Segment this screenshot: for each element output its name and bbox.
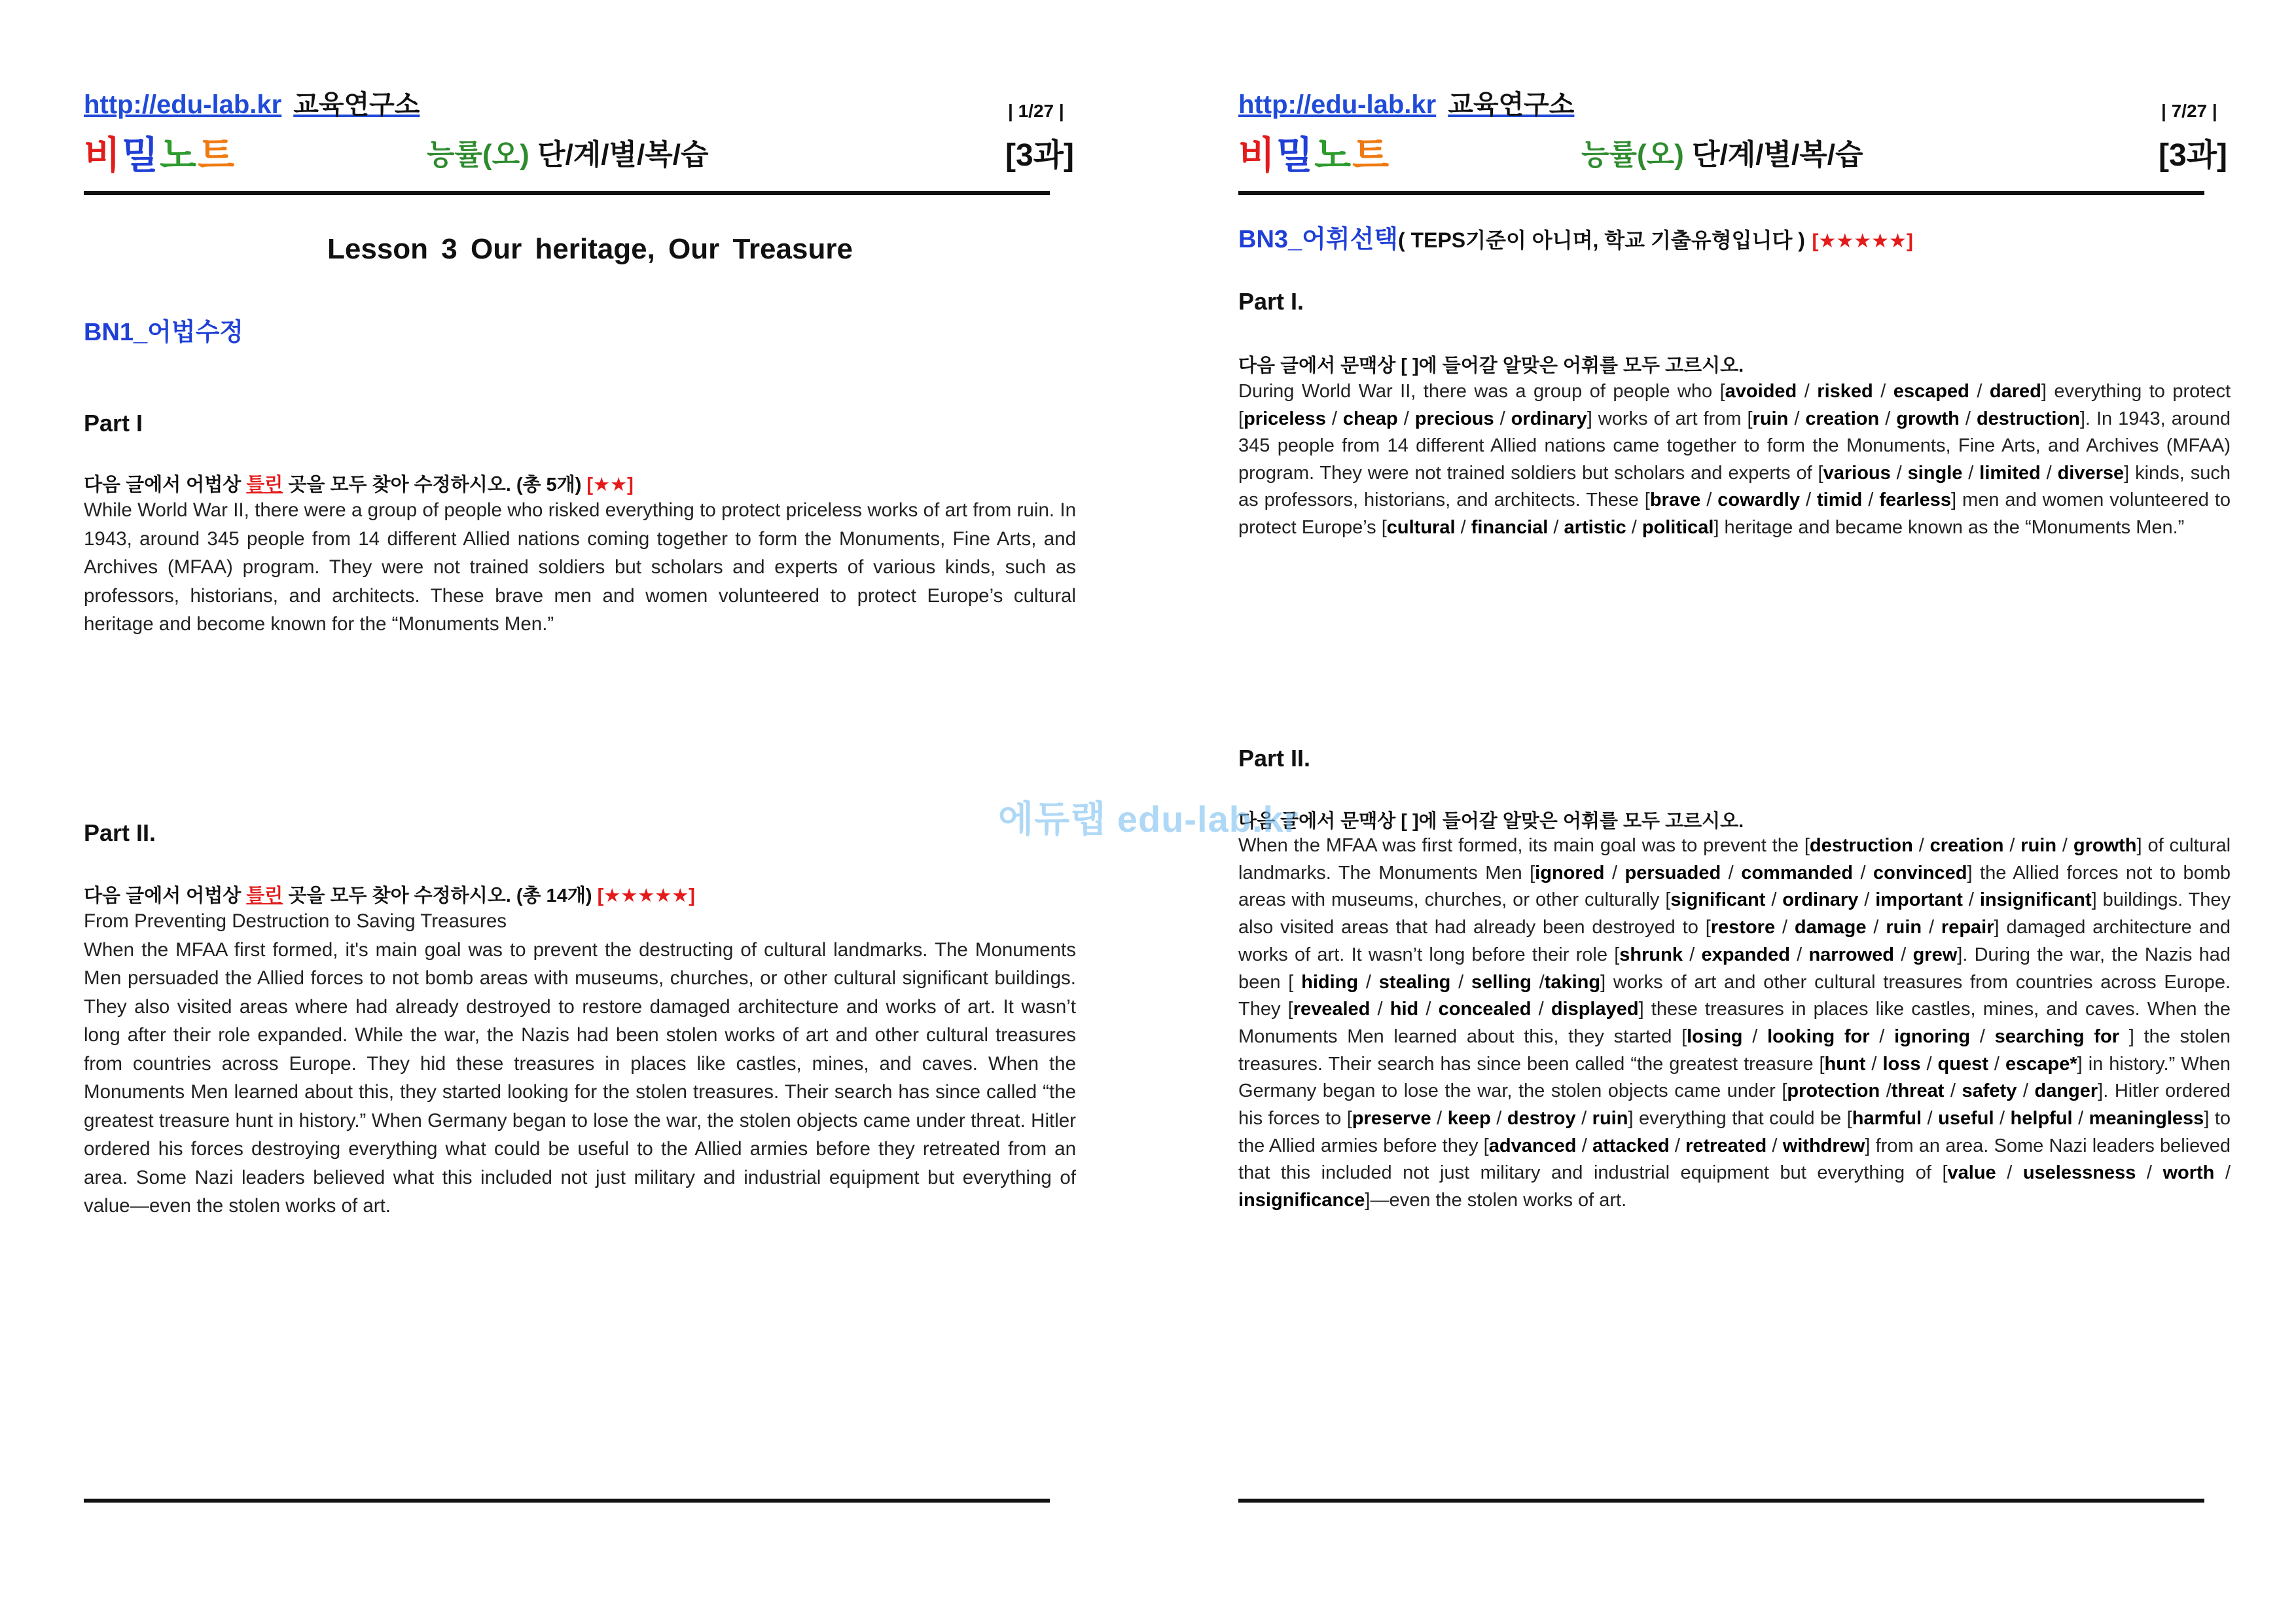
option-word: helpful [2010,1108,2073,1130]
option-word: destruction [1809,835,1913,856]
passage: During World War II, there was a group of people who [avoided / risked / escaped / dared] everything to protect [priceless / cheap / precious / ordinary] works of art from [ruin / creation / growth / destruction]. In 1943, around 345 people from 14 different Allied nations came together to form the Monuments, Fine Arts, and Archives (MFAA) program. They were not trained soldiers but scholars and experts of [various / single / limited / diverse] kinds, such as professors, historians, and architects. These [brave / cowardly / timid / fearless] men and women volunteered to protect Europe’s [cultural / financial / artistic / political] heritage and became known as the “Monuments Men.” [1238,381,2231,538]
brand-logo [84,124,236,179]
part-title: Part I. [1238,288,1304,315]
part-title: Part I [84,410,143,437]
option-word: ordinary [1782,889,1859,911]
option-word: cowardly [1717,490,1800,510]
option-word: ordinary [1511,408,1587,429]
brand-char: 노 [1314,134,1353,177]
site-url[interactable]: http://edu-lab.kr [1238,90,1437,119]
wrong-highlight: 틀린 [246,474,283,495]
page-number: | 1/27 | [1008,101,1064,121]
option-word: ruin [1752,408,1789,429]
option-word: ignoring [1894,1026,1971,1047]
footer-rule [1238,1499,2204,1503]
option-word: financial [1471,516,1549,538]
part-title: Part II. [1238,745,1311,772]
page-number: | 7/27 | [2161,101,2217,121]
option-word: important [1875,889,1963,911]
right-page [1148,0,2296,1623]
option-word: convinced [1873,862,1967,883]
option-word: artistic [1564,516,1626,538]
lesson-number: [3과] [2159,138,2228,173]
option-word: damage [1794,917,1867,938]
option-word: advanced [1488,1135,1577,1156]
site-url[interactable]: http://edu-lab.kr [84,90,282,119]
option-word: hunt [1824,1053,1866,1075]
option-word: expanded [1701,944,1790,965]
option-word: priceless [1244,408,1326,429]
option-word: looking for [1767,1026,1870,1047]
lesson-number: [3과] [1005,138,1075,173]
passage: When the MFAA was first formed, its main goal was to prevent the [destruction / creation / ruin / growth] of cultural landmarks. The Monuments Men [ignored / persuaded / commanded / convinced] the Allied forces not to bomb areas with museums, churches, or other culturally [significant / ordinary / important / insignificant] buildings. They also visited areas that had already been destroyed to [restore / damage / ruin / repair] damaged architecture and works of art. It wasn’t long before their role [shrunk / expanded / narrowed / grew]. During the war, the Nazis had been [ hiding / stealing / selling /taking] works of art and other cultural treasures from countries across Europe. They [revealed / hid / concealed / displayed] these treasures in places like castles, mines, and caves. When the Monuments Men learned about this, they started [losing / looking for / ignoring / searching for ] the stolen treasures. Their search has since been called “the greatest treasure [hunt / loss / quest / escape*] in history.” When Germany began to lose the war, the stolen objects came under [protection /threat / safety / danger]. Hitler ordered his forces to [preserve / keep / destroy / ruin] everything that could be [harmful / useful / helpful / meaningless] to the Allied armies before they [advanced / attacked / retreated / withdrew] from an area. Some Nazi leaders believed that this included not just military and industrial equipment but everything of [value / uselessness / worth / insignificance]—even the stolen works of art. [1238,835,2231,1211]
section-title: BN3_어휘선택( TEPS기준이 아니며, 학교 기출유형입니다 ) [★★★★★] [1238,226,1913,253]
subtitle-publisher: 능률(오) [427,139,529,171]
option-word: escape* [2005,1053,2077,1075]
section-note: ( TEPS기준이 아니며, 학교 기출유형입니다 ) [1398,228,1805,252]
option-word: escaped [1893,381,1969,402]
header-rule [84,191,1050,195]
option-word: uselessness [2022,1162,2136,1184]
option-word: quest [1937,1053,1988,1075]
instruction: 다음 글에서 문맥상 [ ]에 들어갈 알맞은 어휘를 모두 고르시오. [1238,355,1744,376]
option-word: dared [1989,381,2041,402]
brand-char: 비 [84,134,122,177]
option-word: hid [1390,999,1419,1020]
option-word: growth [1896,408,1960,429]
option-word: grew [1912,944,1958,965]
brand-char: 트 [198,134,236,177]
option-word: taking [1544,971,1601,993]
option-word: growth [2073,835,2137,856]
option-word: ruin [2020,835,2057,856]
subtitle-review: 단/계/별/복/습 [1692,139,1863,171]
option-word: withdrew [1782,1135,1865,1156]
option-word: destroy [1507,1108,1576,1130]
site-link[interactable] [1238,84,1574,121]
option-word: ignored [1535,862,1605,883]
option-word: various [1823,462,1891,484]
instruction: 다음 글에서 어법상 틀린 곳을 모두 찾아 수정하시오. (총 14개) [★★★★★] [84,885,695,906]
option-word: significant [1670,889,1766,911]
brand-char: 노 [160,134,198,177]
subtitle-publisher: 능률(오) [1581,139,1684,171]
option-word: restore [1710,917,1776,938]
option-word: value [1947,1162,1996,1184]
header-rule [1238,191,2204,195]
site-link[interactable] [84,84,420,121]
option-word: safety [1962,1080,2017,1102]
brand-char: 비 [1238,134,1277,177]
option-word: brave [1649,490,1701,510]
option-word: worth [2162,1162,2215,1184]
brand-char: 트 [1352,134,1391,177]
option-word: ruin [1886,917,1922,938]
option-word: keep [1447,1108,1491,1130]
option-word: persuaded [1624,862,1721,883]
option-word: avoided [1725,381,1797,402]
option-word: fearless [1879,490,1951,510]
book-subtitle [427,131,708,173]
option-word: searching for [1994,1026,2129,1047]
option-word: risked [1817,381,1873,402]
option-word: danger [2034,1080,2098,1102]
option-word: timid [1817,490,1863,510]
option-word: cultural [1386,516,1456,538]
brand-char: 밀 [122,134,160,177]
option-word: preserve [1352,1108,1431,1130]
footer-rule [84,1499,1050,1503]
option-word: attacked [1592,1135,1670,1156]
option-word: shrunk [1619,944,1683,965]
instruction: 다음 글에서 문맥상 [ ]에 들어갈 알맞은 어휘를 모두 고르시오. [1238,811,1744,832]
option-word: hiding [1293,971,1359,993]
option-word: ruin [1592,1108,1628,1130]
option-word: insignificance [1238,1190,1365,1211]
lesson-title: Lesson 3 Our heritage, Our Treasure [327,233,853,265]
option-word: meaningless [2089,1108,2204,1130]
option-word: selling [1471,971,1532,993]
site-org: 교육연구소 [1448,90,1575,119]
option-word: cheap [1342,408,1398,429]
site-org: 교육연구소 [293,90,420,119]
option-word: precious [1414,408,1494,429]
option-word: harmful [1852,1108,1922,1130]
watermark: 에듀랩 edu-lab.kr [998,798,1299,840]
brand-char: 밀 [1276,134,1315,177]
option-word: single [1907,462,1963,484]
brand-logo [1238,124,1390,179]
option-word: limited [1979,462,2041,484]
option-word: displayed [1551,999,1639,1020]
difficulty-stars: [★★] [586,474,634,495]
option-word: concealed [1438,999,1532,1020]
option-word: political [1641,516,1714,538]
option-word: useful [1938,1108,1994,1130]
passage: From Preventing Destruction to Saving Treasures When the MFAA first formed, it's main goal was to prevent the destructing of cultural landmarks. The Monuments Men persuaded the Allied forces to not bomb areas with museums, churches, or other cultural significant buildings. They also visited areas where had already destroyed to restore damaged architecture and works of art. It wasn’t long after their role expanded. While the war, the Nazis had been stolen works of art and other cultural treasures from countries across Europe. They hid these treasures in places like castles, mines, and caves. When the Monuments Men learned about this, they started looking for the stolen treasures. Their search has since called “the greatest treasure hunt in history.” When Germany began to lose the war, the stolen objects came under threat. Hitler ordered his forces destroying everything what could be useful to the Allied armies before they retreated from an area. Some Nazi leaders believed what this included not just military and industrial equipment but everything of value—even the stolen works of art. [84,910,1076,1217]
passage: While World War II, there were a group of people who risked everything to protect priceless works of art from ruin. In 1943, around 345 people from 14 different Allied nations coming together to form the Monuments, Fine Arts, and Archives (MFAA) program. They were not trained soldiers but scholars and experts of various kinds, such as professors, historians, and architects. These brave men and women volunteered to protect Europe’s cultural heritage and become known for the “Monuments Men.” [84,499,1076,635]
option-word: creation [1929,835,2004,856]
difficulty-stars: [★★★★★] [597,885,695,906]
instruction: 다음 글에서 어법상 틀린 곳을 모두 찾아 수정하시오. (총 5개) [★★] [84,474,634,495]
option-word: stealing [1378,971,1451,993]
option-word: retreated [1685,1135,1767,1156]
wrong-highlight: 틀린 [246,885,283,906]
option-word: repair [1941,917,1994,938]
option-word: creation [1805,408,1880,429]
option-word: losing [1687,1026,1743,1047]
option-word: narrowed [1808,944,1894,965]
option-word: threat [1891,1080,1945,1102]
subtitle-review: 단/계/별/복/습 [537,139,709,171]
option-word: commanded [1741,862,1854,883]
difficulty-stars: [★★★★★] [1812,230,1913,252]
part-title: Part II. [84,819,156,846]
option-word: destruction [1976,408,2080,429]
option-word: revealed [1293,999,1371,1020]
option-word: insignificant [1979,889,2092,911]
option-word: protection [1787,1080,1880,1102]
option-word: loss [1882,1053,1921,1075]
section-title: BN1_어법수정 [84,319,243,346]
book-subtitle [1581,131,1863,173]
option-word: diverse [2057,462,2125,484]
